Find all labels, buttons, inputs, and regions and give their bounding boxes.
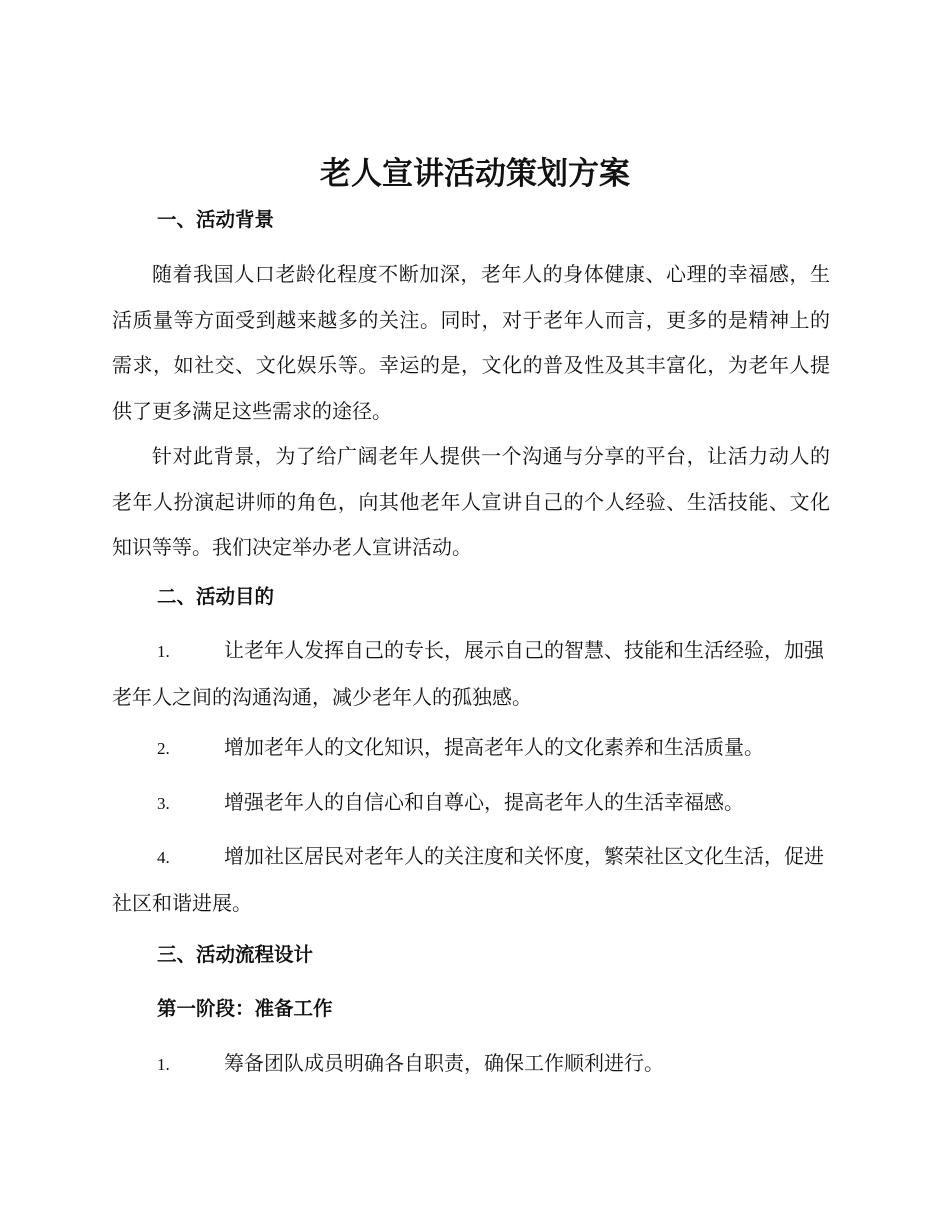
- paragraph-background-2: 针对此背景，为了给广阔老年人提供一个沟通与分享的平台，让活力动人的老年人扮演起讲师的角色，向其他老年人宣讲自己的个人经验、生活技能、文化知识等等。我们决定举办老人宣讲活动。: [112, 444, 830, 559]
- section-heading-purpose: 二、活动目的: [157, 585, 275, 608]
- list-item-text: 筹备团队成员明确各自职责，确保工作顺利进行。: [224, 1051, 664, 1075]
- list-item: [112, 725, 830, 772]
- list-item-number: 3.: [157, 794, 170, 813]
- list-item: [112, 780, 830, 827]
- list-item-number: 2.: [157, 739, 170, 758]
- list-item-number: 1.: [157, 1055, 170, 1074]
- subheading-stage-1: 第一阶段：准备工作: [157, 997, 333, 1020]
- document-title: 老人宣讲活动策划方案: [320, 156, 630, 192]
- list-item-number: 4.: [157, 848, 170, 867]
- section-heading-background: 一、活动背景: [157, 208, 275, 231]
- list-item: [112, 1041, 830, 1088]
- section-heading-process: 三、活动流程设计: [157, 943, 314, 966]
- paragraph-background-1: 随着我国人口老龄化程度不断加深，老年人的身体健康、心理的幸福感，生活质量等方面受到越来越多的关注。同时，对于老年人而言，更多的是精神上的需求，如社交、文化娱乐等。幸运的是，文化的普及性及其丰富化，为老年人提供了更多满足这些需求的途径。: [112, 262, 830, 423]
- list-item-text: 增加社区居民对老年人的关注度和关怀度，繁荣社区文化生活，促进社区和谐进展。: [112, 844, 824, 915]
- list-item-text: 增强老年人的自信心和自尊心，提高老年人的生活幸福感。: [224, 790, 744, 814]
- list-item: [112, 834, 830, 926]
- list-item-number: 1.: [157, 642, 170, 661]
- list-item-text: 让老年人发挥自己的专长，展示自己的智慧、技能和生活经验，加强老年人之间的沟通沟通，减少老年人的孤独感。: [112, 638, 824, 709]
- list-item-text: 增加老年人的文化知识，提高老年人的文化素养和生活质量。: [224, 735, 764, 759]
- list-item: [112, 628, 830, 720]
